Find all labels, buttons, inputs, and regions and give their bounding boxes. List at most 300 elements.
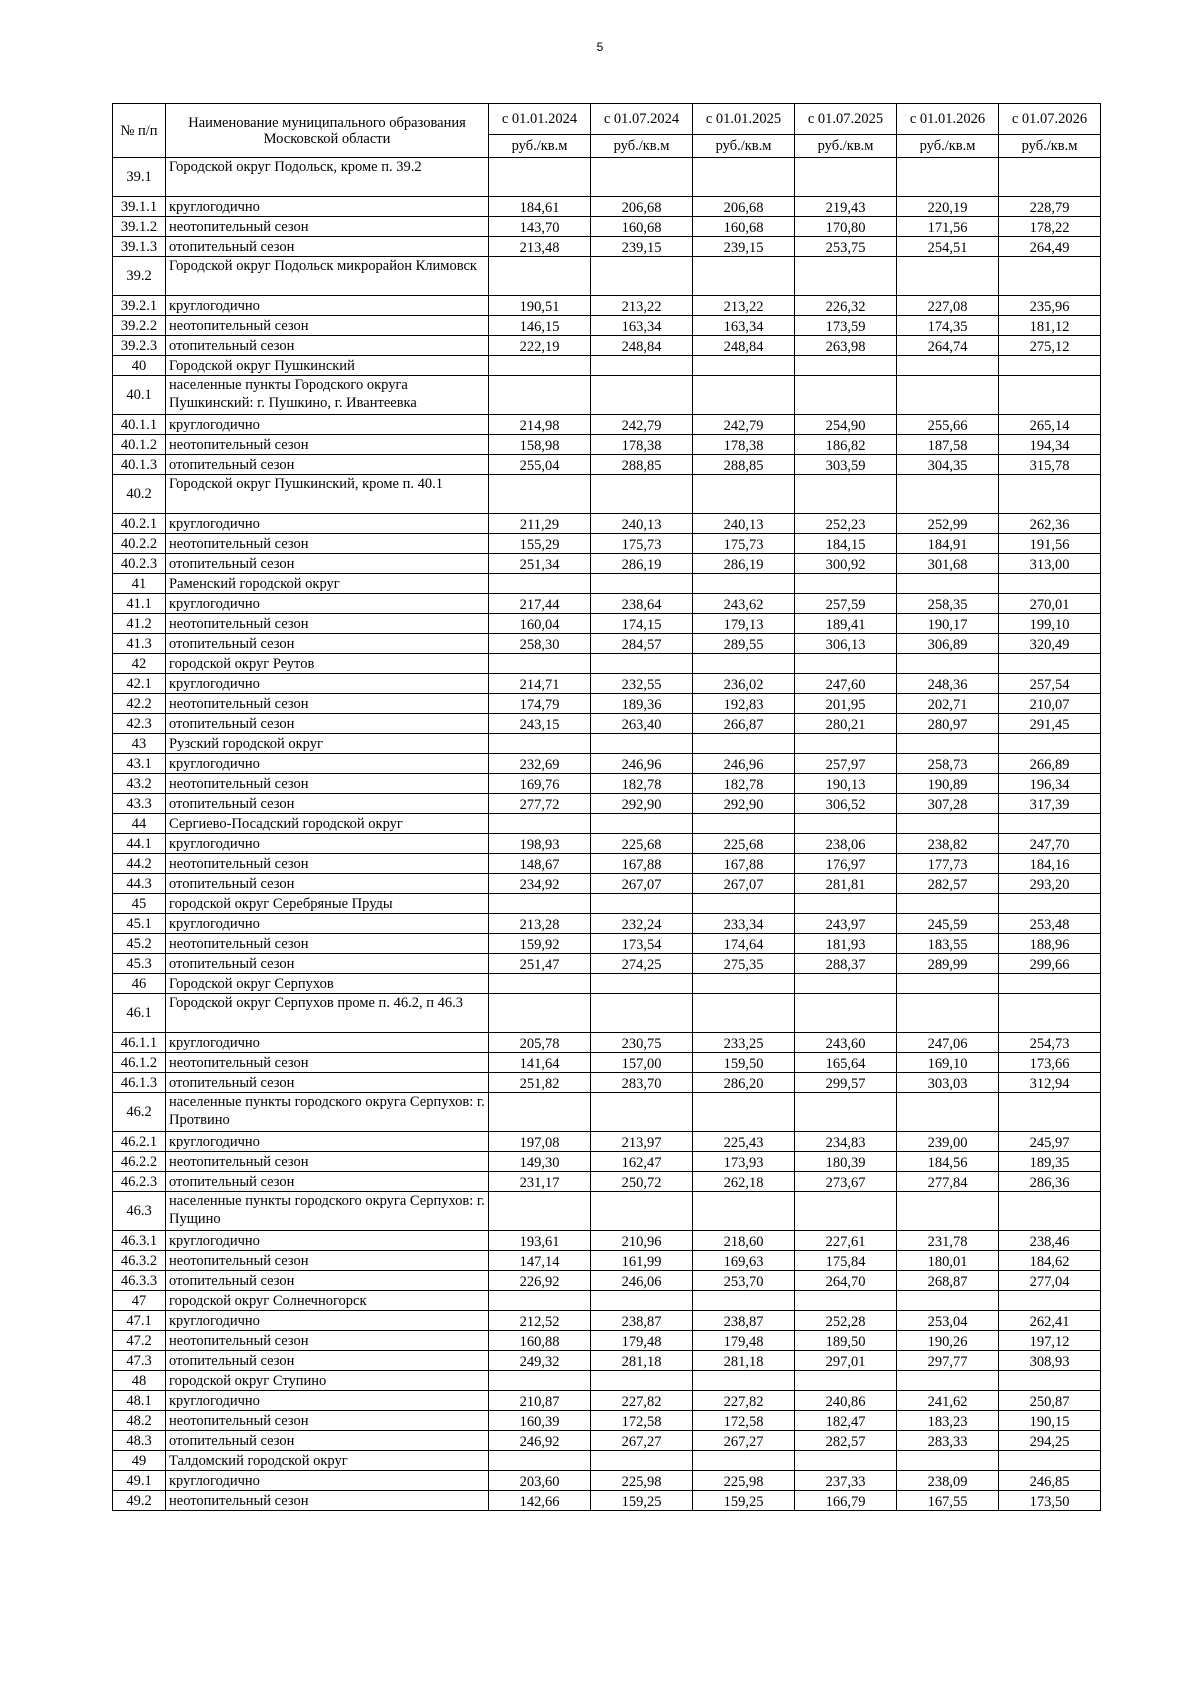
row-number: 41.2 bbox=[113, 614, 166, 634]
tariff-value: 303,03 bbox=[897, 1073, 999, 1093]
tariff-value bbox=[693, 1451, 795, 1471]
tariff-value: 227,61 bbox=[795, 1231, 897, 1251]
row-name: отопительный сезон bbox=[166, 554, 489, 574]
table-row bbox=[113, 296, 1101, 316]
tariff-value: 174,79 bbox=[489, 694, 591, 714]
tariff-value bbox=[693, 376, 795, 415]
tariff-value: 294,25 bbox=[999, 1431, 1101, 1451]
tariff-value: 198,93 bbox=[489, 834, 591, 854]
tariff-value: 184,91 bbox=[897, 534, 999, 554]
tariff-value: 286,19 bbox=[591, 554, 693, 574]
tariff-value: 189,35 bbox=[999, 1152, 1101, 1172]
tariff-value: 174,64 bbox=[693, 934, 795, 954]
tariff-value bbox=[693, 814, 795, 834]
tariff-value: 166,79 bbox=[795, 1491, 897, 1511]
tariff-value: 163,34 bbox=[591, 316, 693, 336]
table-row bbox=[113, 534, 1101, 554]
table-row bbox=[113, 217, 1101, 237]
row-number: 41 bbox=[113, 574, 166, 594]
header-period: с 01.01.2024 bbox=[489, 104, 591, 135]
tariff-value: 252,28 bbox=[795, 1311, 897, 1331]
table-row bbox=[113, 994, 1101, 1033]
row-name: неотопительный сезон bbox=[166, 614, 489, 634]
tariff-value bbox=[693, 257, 795, 296]
row-number: 40 bbox=[113, 356, 166, 376]
tariff-value: 246,92 bbox=[489, 1431, 591, 1451]
tariff-value: 226,32 bbox=[795, 296, 897, 316]
tariff-value: 188,96 bbox=[999, 934, 1101, 954]
row-name: отопительный сезон bbox=[166, 1073, 489, 1093]
tariff-value: 225,98 bbox=[693, 1471, 795, 1491]
tariff-value: 181,93 bbox=[795, 934, 897, 954]
row-number: 44.3 bbox=[113, 874, 166, 894]
tariff-value: 205,78 bbox=[489, 1033, 591, 1053]
row-number: 46.3.1 bbox=[113, 1231, 166, 1251]
tariff-value bbox=[897, 1451, 999, 1471]
tariff-value: 267,27 bbox=[591, 1431, 693, 1451]
row-name: отопительный сезон bbox=[166, 336, 489, 356]
tariff-value: 264,49 bbox=[999, 237, 1101, 257]
row-number: 47 bbox=[113, 1291, 166, 1311]
tariff-value: 291,45 bbox=[999, 714, 1101, 734]
header-period: с 01.07.2026 bbox=[999, 104, 1101, 135]
tariff-value: 262,18 bbox=[693, 1172, 795, 1192]
tariff-value: 171,56 bbox=[897, 217, 999, 237]
row-number: 47.1 bbox=[113, 1311, 166, 1331]
tariff-value: 173,54 bbox=[591, 934, 693, 954]
row-number: 46.3 bbox=[113, 1192, 166, 1231]
row-name: городской округ Серебряные Пруды bbox=[166, 894, 489, 914]
tariff-value: 187,58 bbox=[897, 435, 999, 455]
tariff-value: 255,66 bbox=[897, 415, 999, 435]
tariff-value: 159,25 bbox=[693, 1491, 795, 1511]
tariff-value: 213,28 bbox=[489, 914, 591, 934]
tariff-value: 238,46 bbox=[999, 1231, 1101, 1251]
tariff-value: 182,78 bbox=[591, 774, 693, 794]
table-row bbox=[113, 455, 1101, 475]
tariff-value bbox=[591, 475, 693, 514]
tariff-value: 227,82 bbox=[591, 1391, 693, 1411]
tariff-value bbox=[591, 1192, 693, 1231]
table-row bbox=[113, 834, 1101, 854]
tariff-value: 225,98 bbox=[591, 1471, 693, 1491]
tariff-value bbox=[489, 734, 591, 754]
table-row bbox=[113, 1411, 1101, 1431]
table-row bbox=[113, 1351, 1101, 1371]
tariff-value: 167,88 bbox=[693, 854, 795, 874]
tariff-value bbox=[897, 356, 999, 376]
tariff-value bbox=[591, 814, 693, 834]
tariff-value: 288,85 bbox=[591, 455, 693, 475]
tariff-value: 299,57 bbox=[795, 1073, 897, 1093]
tariff-value: 262,36 bbox=[999, 514, 1101, 534]
tariff-value: 160,68 bbox=[591, 217, 693, 237]
tariff-value: 264,70 bbox=[795, 1271, 897, 1291]
tariff-value: 292,90 bbox=[693, 794, 795, 814]
tariff-value: 233,34 bbox=[693, 914, 795, 934]
tariff-value: 162,47 bbox=[591, 1152, 693, 1172]
tariff-value: 173,50 bbox=[999, 1491, 1101, 1511]
tariff-value bbox=[897, 475, 999, 514]
tariff-value: 257,59 bbox=[795, 594, 897, 614]
tariff-value: 258,35 bbox=[897, 594, 999, 614]
tariff-value bbox=[795, 1192, 897, 1231]
row-name: отопительный сезон bbox=[166, 1431, 489, 1451]
table-row bbox=[113, 197, 1101, 217]
row-number: 45.3 bbox=[113, 954, 166, 974]
tariff-value: 286,20 bbox=[693, 1073, 795, 1093]
tariff-value: 267,27 bbox=[693, 1431, 795, 1451]
tariff-value: 248,84 bbox=[591, 336, 693, 356]
tariff-value bbox=[693, 994, 795, 1033]
row-name: круглогодично bbox=[166, 1231, 489, 1251]
tariff-value: 159,25 bbox=[591, 1491, 693, 1511]
tariff-value: 231,17 bbox=[489, 1172, 591, 1192]
tariff-value: 206,68 bbox=[591, 197, 693, 217]
tariff-value bbox=[795, 654, 897, 674]
tariff-value: 237,33 bbox=[795, 1471, 897, 1491]
tariff-value: 190,17 bbox=[897, 614, 999, 634]
row-name: отопительный сезон bbox=[166, 1351, 489, 1371]
row-name: неотопительный сезон bbox=[166, 217, 489, 237]
tariff-value: 167,88 bbox=[591, 854, 693, 874]
tariff-value: 317,39 bbox=[999, 794, 1101, 814]
table-row bbox=[113, 435, 1101, 455]
tariff-value: 263,40 bbox=[591, 714, 693, 734]
tariff-value bbox=[795, 158, 897, 197]
tariff-value: 240,13 bbox=[693, 514, 795, 534]
tariff-value bbox=[489, 376, 591, 415]
tariff-value: 241,62 bbox=[897, 1391, 999, 1411]
table-row bbox=[113, 158, 1101, 197]
table-row bbox=[113, 356, 1101, 376]
tariff-value: 143,70 bbox=[489, 217, 591, 237]
tariff-value bbox=[795, 894, 897, 914]
row-number: 47.3 bbox=[113, 1351, 166, 1371]
tariff-value: 257,97 bbox=[795, 754, 897, 774]
row-name: населенные пункты городского округа Серпухов: г. Пущино bbox=[166, 1192, 489, 1231]
tariff-value: 184,62 bbox=[999, 1251, 1101, 1271]
tariff-value bbox=[795, 1371, 897, 1391]
tariff-value: 297,01 bbox=[795, 1351, 897, 1371]
tariff-value: 222,19 bbox=[489, 336, 591, 356]
tariff-value: 280,97 bbox=[897, 714, 999, 734]
tariff-value: 174,35 bbox=[897, 316, 999, 336]
tariff-value: 251,82 bbox=[489, 1073, 591, 1093]
tariff-value: 212,52 bbox=[489, 1311, 591, 1331]
tariff-value: 252,99 bbox=[897, 514, 999, 534]
tariff-value: 196,34 bbox=[999, 774, 1101, 794]
tariff-value: 225,68 bbox=[693, 834, 795, 854]
header-name: Наименование муниципального образования Московской области bbox=[166, 104, 489, 158]
table-row bbox=[113, 1291, 1101, 1311]
tariff-value: 183,23 bbox=[897, 1411, 999, 1431]
row-name: отопительный сезон bbox=[166, 714, 489, 734]
tariff-value: 219,43 bbox=[795, 197, 897, 217]
table-row bbox=[113, 336, 1101, 356]
tariff-value bbox=[591, 994, 693, 1033]
table-row bbox=[113, 1152, 1101, 1172]
tariff-value: 178,38 bbox=[591, 435, 693, 455]
header-unit: руб./кв.м bbox=[897, 135, 999, 158]
tariff-value: 179,48 bbox=[591, 1331, 693, 1351]
tariff-value bbox=[795, 376, 897, 415]
tariff-value: 173,93 bbox=[693, 1152, 795, 1172]
tariff-value bbox=[489, 1371, 591, 1391]
tariff-value: 199,10 bbox=[999, 614, 1101, 634]
table-row bbox=[113, 694, 1101, 714]
row-name: круглогодично bbox=[166, 1471, 489, 1491]
table-row bbox=[113, 734, 1101, 754]
tariff-value: 177,73 bbox=[897, 854, 999, 874]
tariff-value: 211,29 bbox=[489, 514, 591, 534]
row-number: 46.1.2 bbox=[113, 1053, 166, 1073]
tariff-value: 184,56 bbox=[897, 1152, 999, 1172]
tariff-value bbox=[999, 994, 1101, 1033]
row-name: круглогодично bbox=[166, 834, 489, 854]
row-number: 39.1.1 bbox=[113, 197, 166, 217]
header-period: с 01.01.2025 bbox=[693, 104, 795, 135]
row-number: 48.1 bbox=[113, 1391, 166, 1411]
tariff-value bbox=[489, 974, 591, 994]
tariff-value: 306,52 bbox=[795, 794, 897, 814]
row-name: неотопительный сезон bbox=[166, 1251, 489, 1271]
tariff-value: 299,66 bbox=[999, 954, 1101, 974]
tariff-value bbox=[999, 734, 1101, 754]
tariff-value: 184,61 bbox=[489, 197, 591, 217]
page-number: 5 bbox=[596, 40, 604, 54]
tariff-value: 242,79 bbox=[591, 415, 693, 435]
tariff-value: 210,87 bbox=[489, 1391, 591, 1411]
table-row bbox=[113, 257, 1101, 296]
tariff-value: 174,15 bbox=[591, 614, 693, 634]
tariff-value: 281,81 bbox=[795, 874, 897, 894]
row-name: круглогодично bbox=[166, 197, 489, 217]
tariff-value bbox=[489, 475, 591, 514]
tariff-value: 160,39 bbox=[489, 1411, 591, 1431]
tariff-value: 201,95 bbox=[795, 694, 897, 714]
tariff-value: 265,14 bbox=[999, 415, 1101, 435]
tariff-value: 255,04 bbox=[489, 455, 591, 475]
tariff-value: 226,92 bbox=[489, 1271, 591, 1291]
tariff-value: 243,97 bbox=[795, 914, 897, 934]
tariff-value: 252,23 bbox=[795, 514, 897, 534]
tariff-value: 225,43 bbox=[693, 1132, 795, 1152]
tariff-value: 240,86 bbox=[795, 1391, 897, 1411]
row-number: 39.2.2 bbox=[113, 316, 166, 336]
tariff-value bbox=[897, 1093, 999, 1132]
table-row bbox=[113, 614, 1101, 634]
row-number: 43 bbox=[113, 734, 166, 754]
tariff-value: 210,96 bbox=[591, 1231, 693, 1251]
tariff-value: 275,35 bbox=[693, 954, 795, 974]
tariff-value: 184,16 bbox=[999, 854, 1101, 874]
tariff-value: 175,84 bbox=[795, 1251, 897, 1271]
tariff-value: 303,59 bbox=[795, 455, 897, 475]
tariff-value: 248,36 bbox=[897, 674, 999, 694]
tariff-value: 233,25 bbox=[693, 1033, 795, 1053]
row-name: Городской округ Пушкинский, кроме п. 40.1 bbox=[166, 475, 489, 514]
tariff-value: 160,68 bbox=[693, 217, 795, 237]
tariff-value: 292,90 bbox=[591, 794, 693, 814]
row-number: 46.2.3 bbox=[113, 1172, 166, 1192]
tariff-value: 245,59 bbox=[897, 914, 999, 934]
row-number: 40.2.1 bbox=[113, 514, 166, 534]
tariff-value: 307,28 bbox=[897, 794, 999, 814]
tariff-value: 213,22 bbox=[591, 296, 693, 316]
tariff-value: 160,88 bbox=[489, 1331, 591, 1351]
row-name: населенные пункты городского округа Серпухов: г. Протвино bbox=[166, 1093, 489, 1132]
row-name: круглогодично bbox=[166, 1033, 489, 1053]
tariff-value bbox=[591, 654, 693, 674]
row-number: 39.2.1 bbox=[113, 296, 166, 316]
row-number: 42.2 bbox=[113, 694, 166, 714]
table-row bbox=[113, 934, 1101, 954]
row-name: круглогодично bbox=[166, 296, 489, 316]
table-row bbox=[113, 1073, 1101, 1093]
row-number: 39.1 bbox=[113, 158, 166, 197]
tariff-value: 250,72 bbox=[591, 1172, 693, 1192]
tariff-value: 178,22 bbox=[999, 217, 1101, 237]
tariff-value: 308,93 bbox=[999, 1351, 1101, 1371]
tariff-value: 230,75 bbox=[591, 1033, 693, 1053]
row-number: 40.2.2 bbox=[113, 534, 166, 554]
tariff-value: 213,48 bbox=[489, 237, 591, 257]
row-name: Рузский городской округ bbox=[166, 734, 489, 754]
table-row bbox=[113, 794, 1101, 814]
table-row bbox=[113, 1271, 1101, 1291]
tariff-value bbox=[489, 1093, 591, 1132]
tariff-value: 190,26 bbox=[897, 1331, 999, 1351]
tariff-value bbox=[999, 974, 1101, 994]
table-row bbox=[113, 674, 1101, 694]
tariff-value: 157,00 bbox=[591, 1053, 693, 1073]
tariff-value: 238,09 bbox=[897, 1471, 999, 1491]
table-row bbox=[113, 894, 1101, 914]
tariff-value bbox=[693, 894, 795, 914]
row-name: отопительный сезон bbox=[166, 237, 489, 257]
tariff-value: 268,87 bbox=[897, 1271, 999, 1291]
tariff-value: 257,54 bbox=[999, 674, 1101, 694]
header-unit: руб./кв.м bbox=[999, 135, 1101, 158]
tariff-value bbox=[999, 1291, 1101, 1311]
tariff-value: 172,58 bbox=[693, 1411, 795, 1431]
tariff-value bbox=[489, 356, 591, 376]
tariff-value: 239,15 bbox=[693, 237, 795, 257]
row-number: 49.2 bbox=[113, 1491, 166, 1511]
tariff-value: 236,02 bbox=[693, 674, 795, 694]
tariff-value: 158,98 bbox=[489, 435, 591, 455]
tariff-value bbox=[897, 376, 999, 415]
table-row bbox=[113, 594, 1101, 614]
table-row bbox=[113, 1331, 1101, 1351]
tariff-value: 242,79 bbox=[693, 415, 795, 435]
tariff-value bbox=[999, 1451, 1101, 1471]
row-number: 40.1.1 bbox=[113, 415, 166, 435]
tariff-value bbox=[693, 974, 795, 994]
row-number: 46.3.3 bbox=[113, 1271, 166, 1291]
row-number: 46.1.1 bbox=[113, 1033, 166, 1053]
tariff-table bbox=[112, 103, 1101, 1511]
tariff-value: 304,35 bbox=[897, 455, 999, 475]
row-number: 40.1.2 bbox=[113, 435, 166, 455]
row-name: отопительный сезон bbox=[166, 1271, 489, 1291]
table-row bbox=[113, 654, 1101, 674]
tariff-value: 243,62 bbox=[693, 594, 795, 614]
header-period: с 01.01.2026 bbox=[897, 104, 999, 135]
tariff-value: 282,57 bbox=[795, 1431, 897, 1451]
table-row bbox=[113, 1311, 1101, 1331]
tariff-value bbox=[795, 257, 897, 296]
tariff-value bbox=[897, 974, 999, 994]
row-name: отопительный сезон bbox=[166, 874, 489, 894]
header-num: № п/п bbox=[113, 104, 166, 158]
tariff-value: 149,30 bbox=[489, 1152, 591, 1172]
tariff-value bbox=[591, 574, 693, 594]
tariff-value: 172,58 bbox=[591, 1411, 693, 1431]
tariff-value bbox=[999, 1192, 1101, 1231]
row-name: неотопительный сезон bbox=[166, 1331, 489, 1351]
row-number: 44.1 bbox=[113, 834, 166, 854]
row-number: 41.3 bbox=[113, 634, 166, 654]
row-name: круглогодично bbox=[166, 674, 489, 694]
header-unit: руб./кв.м bbox=[693, 135, 795, 158]
row-name: круглогодично bbox=[166, 914, 489, 934]
tariff-value: 218,60 bbox=[693, 1231, 795, 1251]
tariff-value: 225,68 bbox=[591, 834, 693, 854]
tariff-value: 254,73 bbox=[999, 1033, 1101, 1053]
tariff-value: 175,73 bbox=[693, 534, 795, 554]
tariff-value: 251,34 bbox=[489, 554, 591, 574]
tariff-value: 160,04 bbox=[489, 614, 591, 634]
tariff-value: 202,71 bbox=[897, 694, 999, 714]
row-number: 45.2 bbox=[113, 934, 166, 954]
table-row bbox=[113, 1093, 1101, 1132]
tariff-value: 262,41 bbox=[999, 1311, 1101, 1331]
tariff-value: 258,73 bbox=[897, 754, 999, 774]
tariff-value: 313,00 bbox=[999, 554, 1101, 574]
row-name: городской округ Ступино bbox=[166, 1371, 489, 1391]
table-row bbox=[113, 1231, 1101, 1251]
tariff-value: 232,55 bbox=[591, 674, 693, 694]
table-row bbox=[113, 574, 1101, 594]
row-name: круглогодично bbox=[166, 1311, 489, 1331]
tariff-value: 184,15 bbox=[795, 534, 897, 554]
tariff-value: 210,07 bbox=[999, 694, 1101, 714]
tariff-value bbox=[489, 1291, 591, 1311]
tariff-value: 320,49 bbox=[999, 634, 1101, 654]
row-name: отопительный сезон bbox=[166, 954, 489, 974]
row-number: 48.3 bbox=[113, 1431, 166, 1451]
tariff-value: 300,92 bbox=[795, 554, 897, 574]
tariff-value: 167,55 bbox=[897, 1491, 999, 1511]
row-name: Городской округ Серпухов bbox=[166, 974, 489, 994]
tariff-value bbox=[489, 257, 591, 296]
row-name: неотопительный сезон bbox=[166, 774, 489, 794]
tariff-value bbox=[897, 814, 999, 834]
tariff-value: 274,25 bbox=[591, 954, 693, 974]
tariff-value bbox=[795, 974, 897, 994]
row-number: 49 bbox=[113, 1451, 166, 1471]
tariff-value: 183,55 bbox=[897, 934, 999, 954]
tariff-value bbox=[999, 574, 1101, 594]
row-name: Городской округ Подольск микрорайон Климовск bbox=[166, 257, 489, 296]
row-name: неотопительный сезон bbox=[166, 694, 489, 714]
table-row bbox=[113, 376, 1101, 415]
tariff-value: 277,04 bbox=[999, 1271, 1101, 1291]
tariff-value bbox=[897, 1291, 999, 1311]
tariff-value: 194,34 bbox=[999, 435, 1101, 455]
